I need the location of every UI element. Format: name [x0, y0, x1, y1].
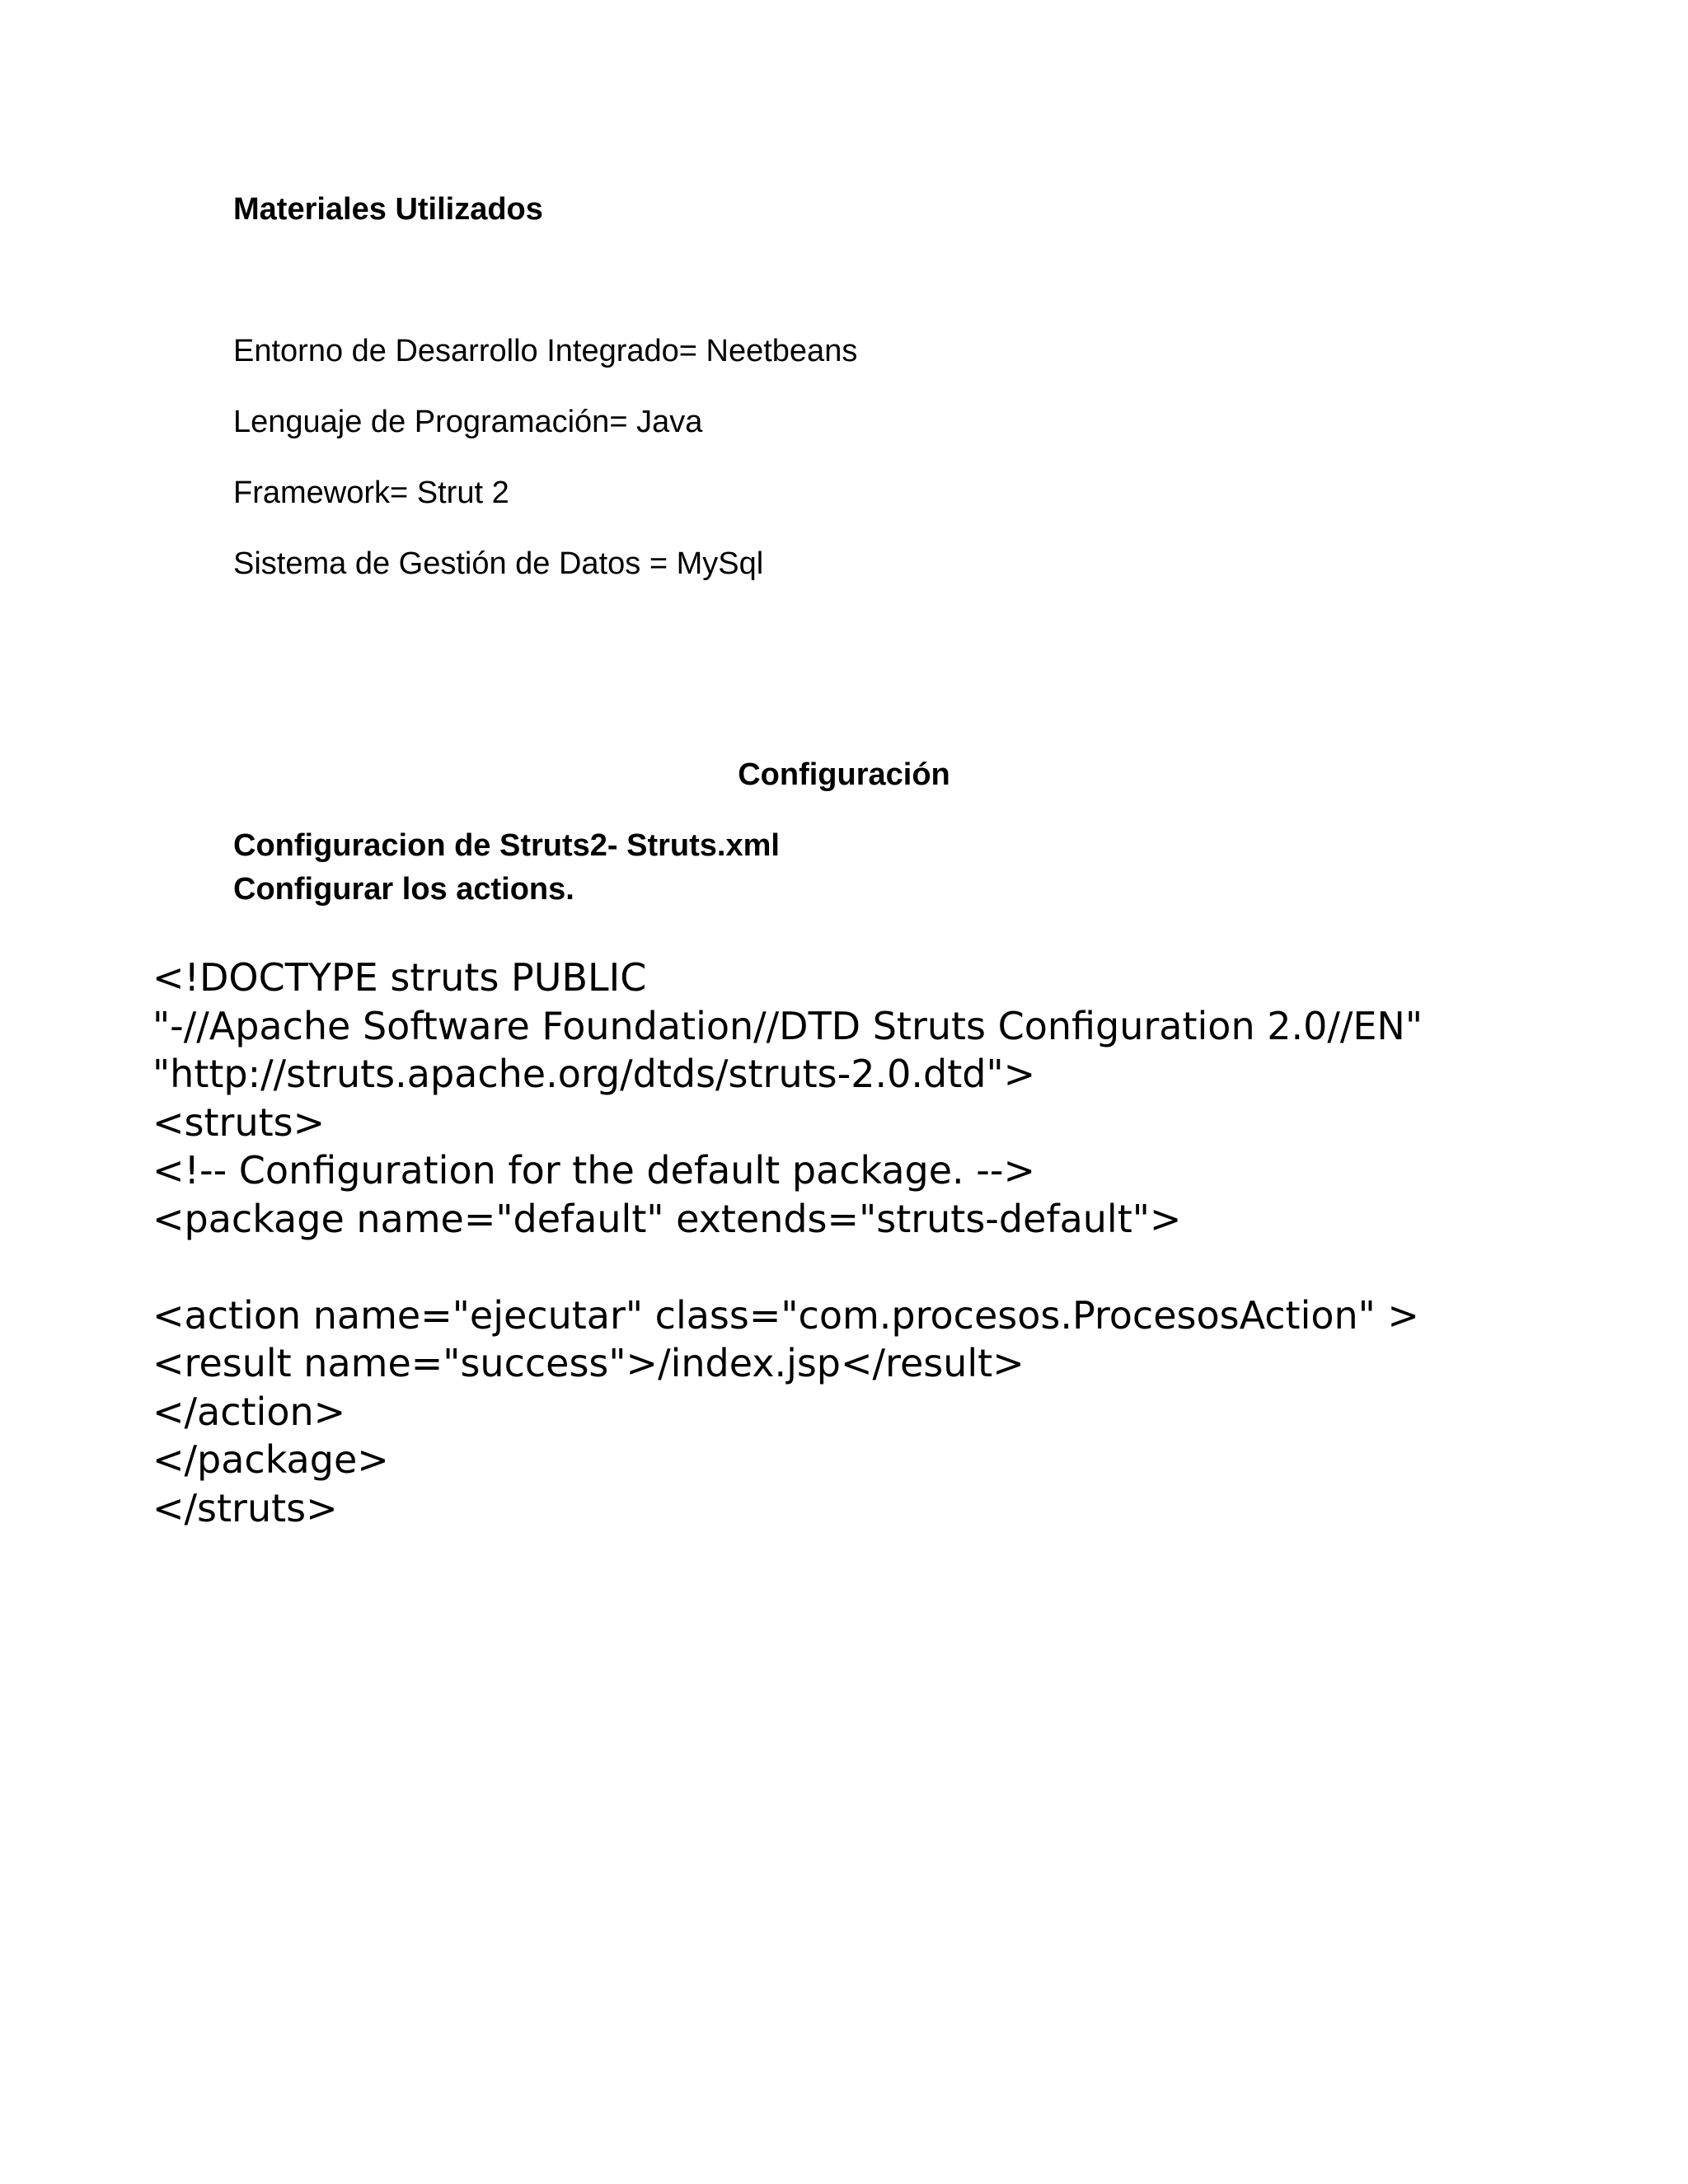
configuration-subtitle-actions: Configurar los actions. — [233, 872, 574, 907]
code-line-result: <result name="success">/index.jsp</result> — [152, 1341, 1025, 1385]
material-item-language: Lenguaje de Programación= Java — [233, 405, 703, 439]
code-line-package-open: <package name="default" extends="struts-default"> — [152, 1196, 1182, 1241]
materials-heading: Materiales Utilizados — [233, 192, 543, 227]
material-item-dbms: Sistema de Gestión de Datos = MySql — [233, 546, 764, 581]
code-line-dtd-url: "http://struts.apache.org/dtds/struts-2.0.dtd"> — [152, 1052, 1036, 1096]
code-line-struts-open: <struts> — [152, 1099, 326, 1145]
material-item-framework: Framework= Strut 2 — [233, 476, 509, 510]
configuration-subtitle-struts-xml: Configuracion de Struts2- Struts.xml — [233, 828, 780, 863]
code-line-action-open: <action name="ejecutar" class="com.procesos.ProcesosAction" > — [152, 1292, 1419, 1338]
code-line-comment: <!-- Configuration for the default package. --> — [152, 1148, 1036, 1193]
struts-xml-code-block — [152, 954, 1423, 1532]
configuration-title: Configuración — [738, 757, 950, 792]
code-line-public-id: "-//Apache Software Foundation//DTD Struts Configuration 2.0//EN" — [152, 1003, 1423, 1048]
code-line-doctype: <!DOCTYPE struts PUBLIC — [152, 955, 647, 1000]
code-line-blank — [152, 1243, 1423, 1291]
code-line-package-close: </package> — [152, 1437, 389, 1482]
code-line-struts-close: </struts> — [152, 1485, 338, 1530]
code-line-action-close: </action> — [152, 1389, 346, 1434]
material-item-ide: Entorno de Desarrollo Integrado= Neetbeans — [233, 334, 858, 368]
